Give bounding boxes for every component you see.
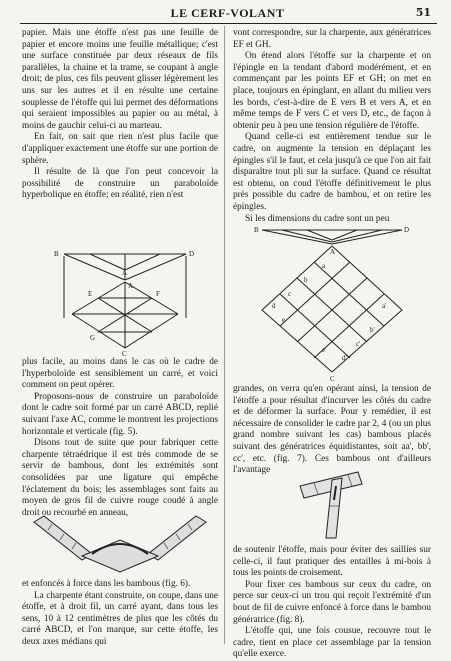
fig7-label: a — [322, 262, 326, 270]
fig7-label: e' — [322, 346, 327, 354]
paragraph: et enfoncés à force dans les bambous (fig. 6). — [22, 579, 191, 589]
paragraph: Si les dimensions du cadre sont un peu — [245, 213, 390, 224]
paragraph: grandes, on verra qu'en opérant ainsi, la tension de l'étoffe a pour résultat d'incurver les côtés du cadre et de déformer la surface. Pour y remédier, il est nécessaire de consolider le cadre par 2, 4 (ou un plus grand nombre suivant les cas) bambous placés suivant des génératrices équidistantes, soit aa', bb', cc', etc. (fig. 7). Ces bambous ont d'ailleurs l'avantage — [233, 384, 431, 476]
paragraph: L'étoffe qui, une fois cousue, recouvre tout le cadre, tient en place cet assemblage par la tension qu'elle exerce. — [233, 626, 431, 660]
paragraph: plus facile, au moins dans le cas où le cadre de l'hyperboloïde est sensiblement un carré, et voici comment on peut opérer. — [22, 357, 218, 391]
left-column — [22, 28, 218, 202]
page-header — [20, 6, 435, 24]
paragraph: Pour fixer ces bambous sur ceux du cadre, on perce sur ceux-ci un trou qui reçoit l'extrémité d'un bout de fil de cuivre enfoncé à force dans le bambou génératrice (fig. 8). — [233, 579, 431, 625]
fig7-label: e — [282, 316, 286, 324]
paragraph: On étend alors l'étoffe sur la charpente et on l'épingle en la tendant d'abord modérément, et en commençant par les points EF et GH; on met en place, toujours en épinglant, en allant du milieu vers les bords, c'est-à-dire de E vers B et vers A, et en même temps de F vers C et vers D, etc., de façon à obtenir peu à peu une tension régulière de l'étoffe. — [233, 51, 431, 131]
fig7-label: A — [330, 248, 336, 256]
paragraph: vont correspondre, sur la charpente, aux génératrices EF et GH. — [233, 28, 431, 50]
column-divider — [224, 26, 225, 644]
fig7-label: c' — [356, 340, 361, 348]
header-rule — [20, 23, 437, 24]
right-block-2 — [233, 384, 431, 477]
fig7-label: c — [288, 290, 292, 298]
fig5-label: D — [189, 250, 195, 258]
paragraph: de soutenir l'étoffe, mais pour éviter des saillies sur celle-ci, il faut pratiquer des entailles à mi-bois à tous les points de croisement. — [233, 545, 431, 579]
left-block-2 — [22, 357, 218, 519]
fig5-label: A — [122, 269, 128, 277]
fig7-label: d — [272, 302, 276, 310]
fig5-label: A — [128, 282, 134, 290]
fig5-label: B — [54, 250, 59, 258]
fig5-label: G — [90, 334, 96, 342]
fig7-label: C — [330, 375, 335, 382]
fig7-label: d' — [342, 354, 347, 362]
paragraph: papier. Mais une étoffe n'est pas une feuille de papier et encore moins une feuille métallique; c'est une surface constituée par deux réseaux de fils parallèles, la chaine et la trame, se coupant à angle droit; de plus, ces fils peuvent glisser légèrement les uns sur les autres et il en résulte une certaine souplesse de l'étoffe qui lui permet des déformations qui seraient impossibles au papier ou au métal, à moins de gauchir celui-ci au marteau. — [22, 28, 218, 131]
paragraph: Quand celle-ci est entièrement tendue sur le cadre, on augmente la tension en déplaçant les épingles s'il le faut, et cela jusqu'à ce que l'on ait fait disparaître tout pli sur la surface. Quand ce résultat est obtenu, on coud l'étoffe définitivement le plus près possible du cadre de bambou, et on retire les épingles. — [233, 132, 431, 212]
left-block-3 — [22, 579, 218, 649]
figure-6-bamboo-joint — [30, 510, 210, 580]
fig5-label: E — [88, 290, 93, 298]
fig7-label: D — [404, 226, 410, 234]
running-title: LE CERF-VOLANT — [170, 6, 285, 20]
fig5-label: F — [156, 290, 160, 298]
fig7-label: b' — [370, 326, 375, 334]
fig7-label: B — [254, 226, 259, 234]
paragraph: Disons tout de suite que pour fabriquer cette charpente tétraédrique il est très commode de se servir de bambous, dont les extrémités sont consolidées par une ligature qui empêche l'éclatement du bois; les assemblages sont faits au moyen de gros fil de cuivre rouge coudé à angle droit ou recourbé en anneau, — [22, 438, 218, 518]
figure-5-diagram — [50, 248, 200, 356]
fig7-label: a' — [382, 302, 387, 310]
paragraph: La charpente étant construite, on coupe, dans une étoffe, et à droit fil, un carré ayant, dans tous les sens, 10 à 12 centimètres de plus que les côtés du carré ABCD, et l'on marque, sur cette étoffe, les deux axes médians qui — [22, 590, 218, 647]
page-number: 51 — [415, 6, 431, 19]
left-block-1 — [22, 28, 218, 202]
fig7-label: b — [304, 276, 308, 284]
paragraph: En fait, on sait que rien n'est plus facile que d'appliquer exactement une étoffe sur une portion de sphère. — [22, 132, 218, 166]
paragraph: Il résulte de là que l'on peut concevoir la possibilité de construire un paraboloïde hyperbolique en étoffe; en réalité, rien n'est — [22, 167, 218, 201]
fig5-label: C — [122, 350, 127, 356]
right-column — [233, 28, 431, 225]
right-block-3 — [233, 545, 431, 661]
figure-8-bamboo-fastening — [296, 466, 366, 540]
paragraph: Proposons-nous de construire un paraboloïde dont le cadre soit formé par un carré ABCD, replié suivant l'axe AC, comme le montrent les projections horizontale et verticale (fig. 5). — [22, 391, 218, 437]
figure-7-diagram — [252, 222, 412, 382]
